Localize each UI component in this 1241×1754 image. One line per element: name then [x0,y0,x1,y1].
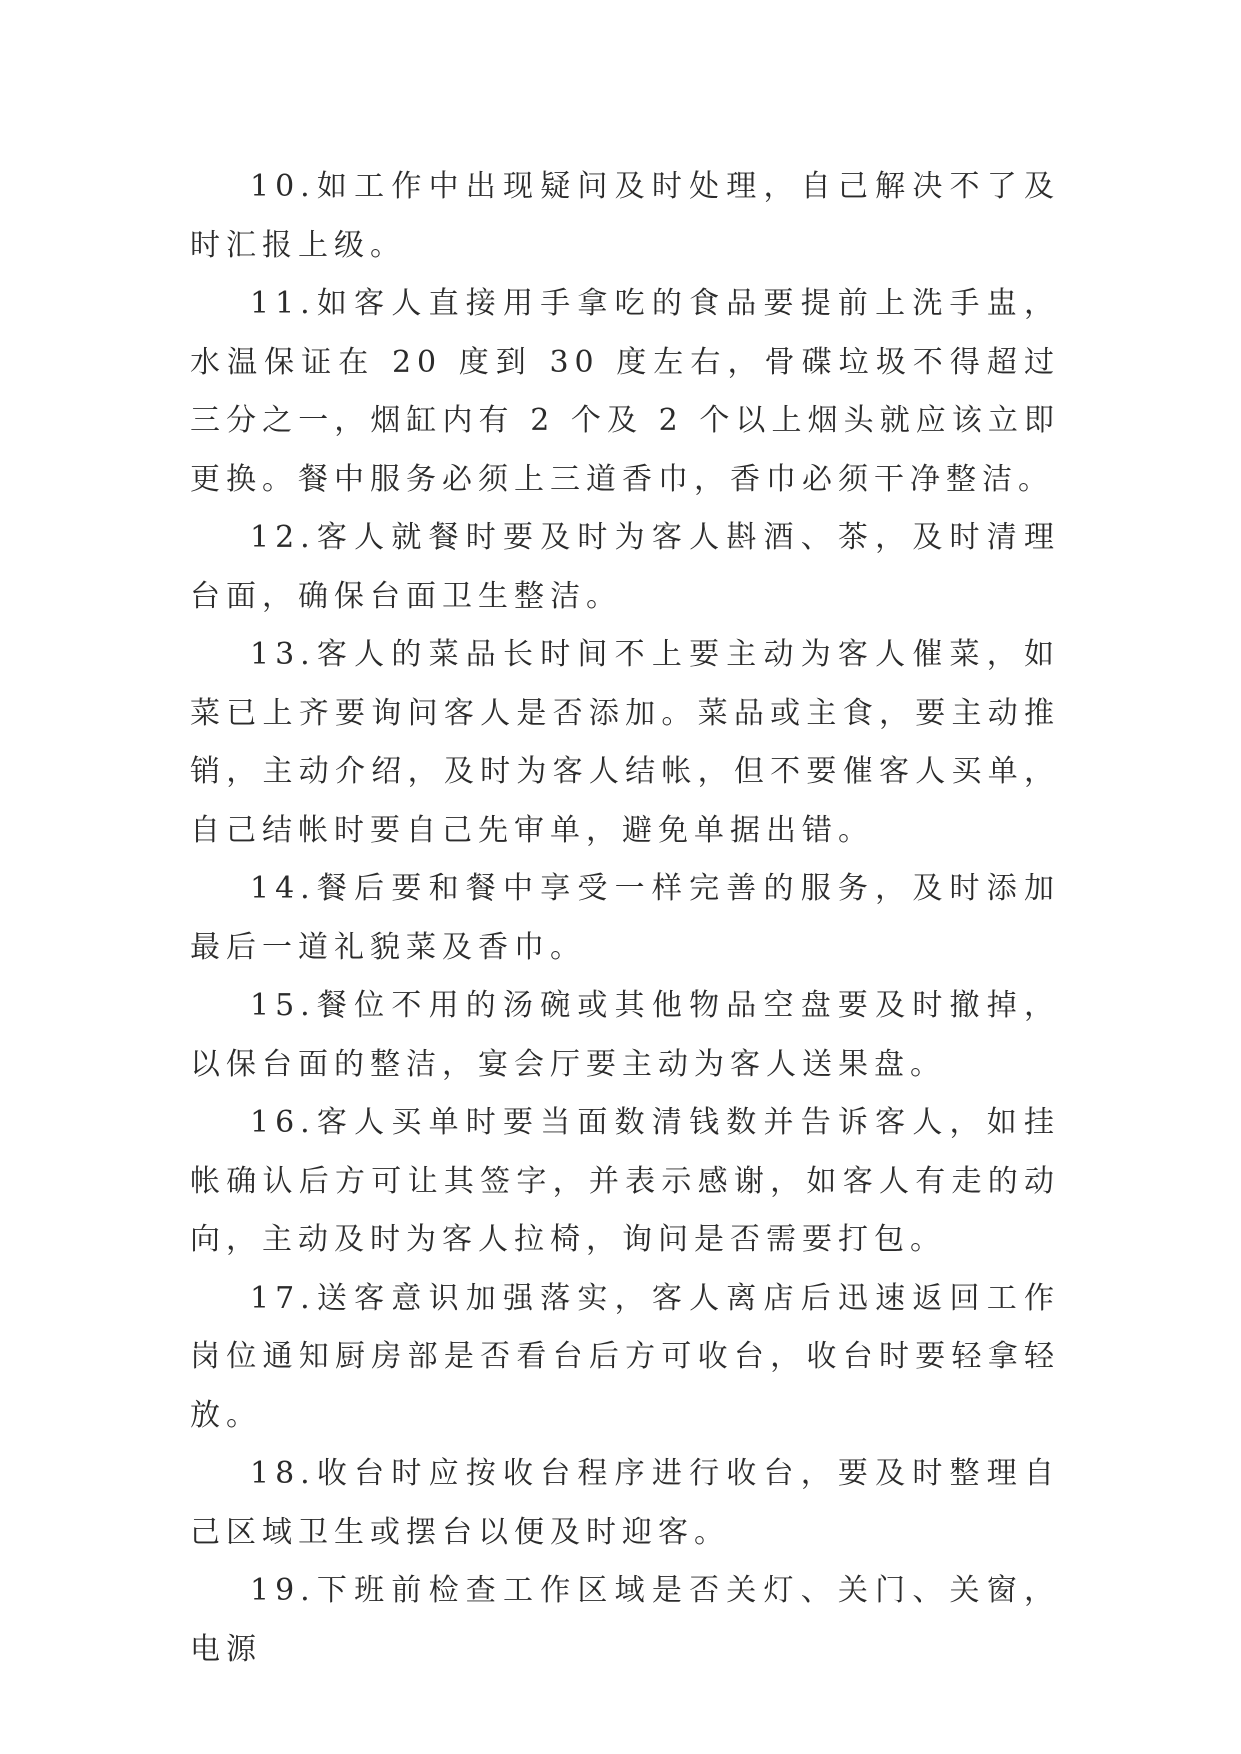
document-body [190,158,1060,1679]
paragraph-item-15: 15.餐位不用的汤碗或其他物品空盘要及时撤掉，以保台面的整洁，宴会厅要主动为客人送果盘。 [190,988,1060,1082]
paragraph-item-10: 10.如工作中出现疑问及时处理，自己解决不了及时汇报上级。 [190,169,1060,263]
paragraph-item-14: 14.餐后要和餐中享受一样完善的服务，及时添加最后一道礼貌菜及香巾。 [190,871,1060,965]
paragraph-item-11: 11.如客人直接用手拿吃的食品要提前上洗手盅，水温保证在 20 度到 30 度左右，骨碟垃圾不得超过三分之一，烟缸内有 2 个及 2 个以上烟头就应该立即更换。餐中服务必须上三道香巾，香巾必须干净整洁。 [190,286,1060,497]
paragraph-item-16: 16.客人买单时要当面数清钱数并告诉客人，如挂帐确认后方可让其签字，并表示感谢，如客人有走的动向，主动及时为客人拉椅，询问是否需要打包。 [190,1105,1060,1257]
paragraph-item-18: 18.收台时应按收台程序进行收台，要及时整理自己区域卫生或摆台以便及时迎客。 [190,1456,1060,1550]
paragraph-item-13: 13.客人的菜品长时间不上要主动为客人催菜，如菜已上齐要询问客人是否添加。菜品或主食，要主动推销，主动介绍，及时为客人结帐，但不要催客人买单，自己结帐时要自己先审单，避免单据出错。 [190,637,1060,848]
paragraph-item-19: 19.下班前检查工作区域是否关灯、关门、关窗，电源 [190,1573,1060,1667]
paragraph-item-17: 17.送客意识加强落实，客人离店后迅速返回工作岗位通知厨房部是否看台后方可收台，收台时要轻拿轻放。 [190,1280,1060,1433]
paragraph-item-12: 12.客人就餐时要及时为客人斟酒、茶，及时清理台面，确保台面卫生整洁。 [190,520,1060,614]
